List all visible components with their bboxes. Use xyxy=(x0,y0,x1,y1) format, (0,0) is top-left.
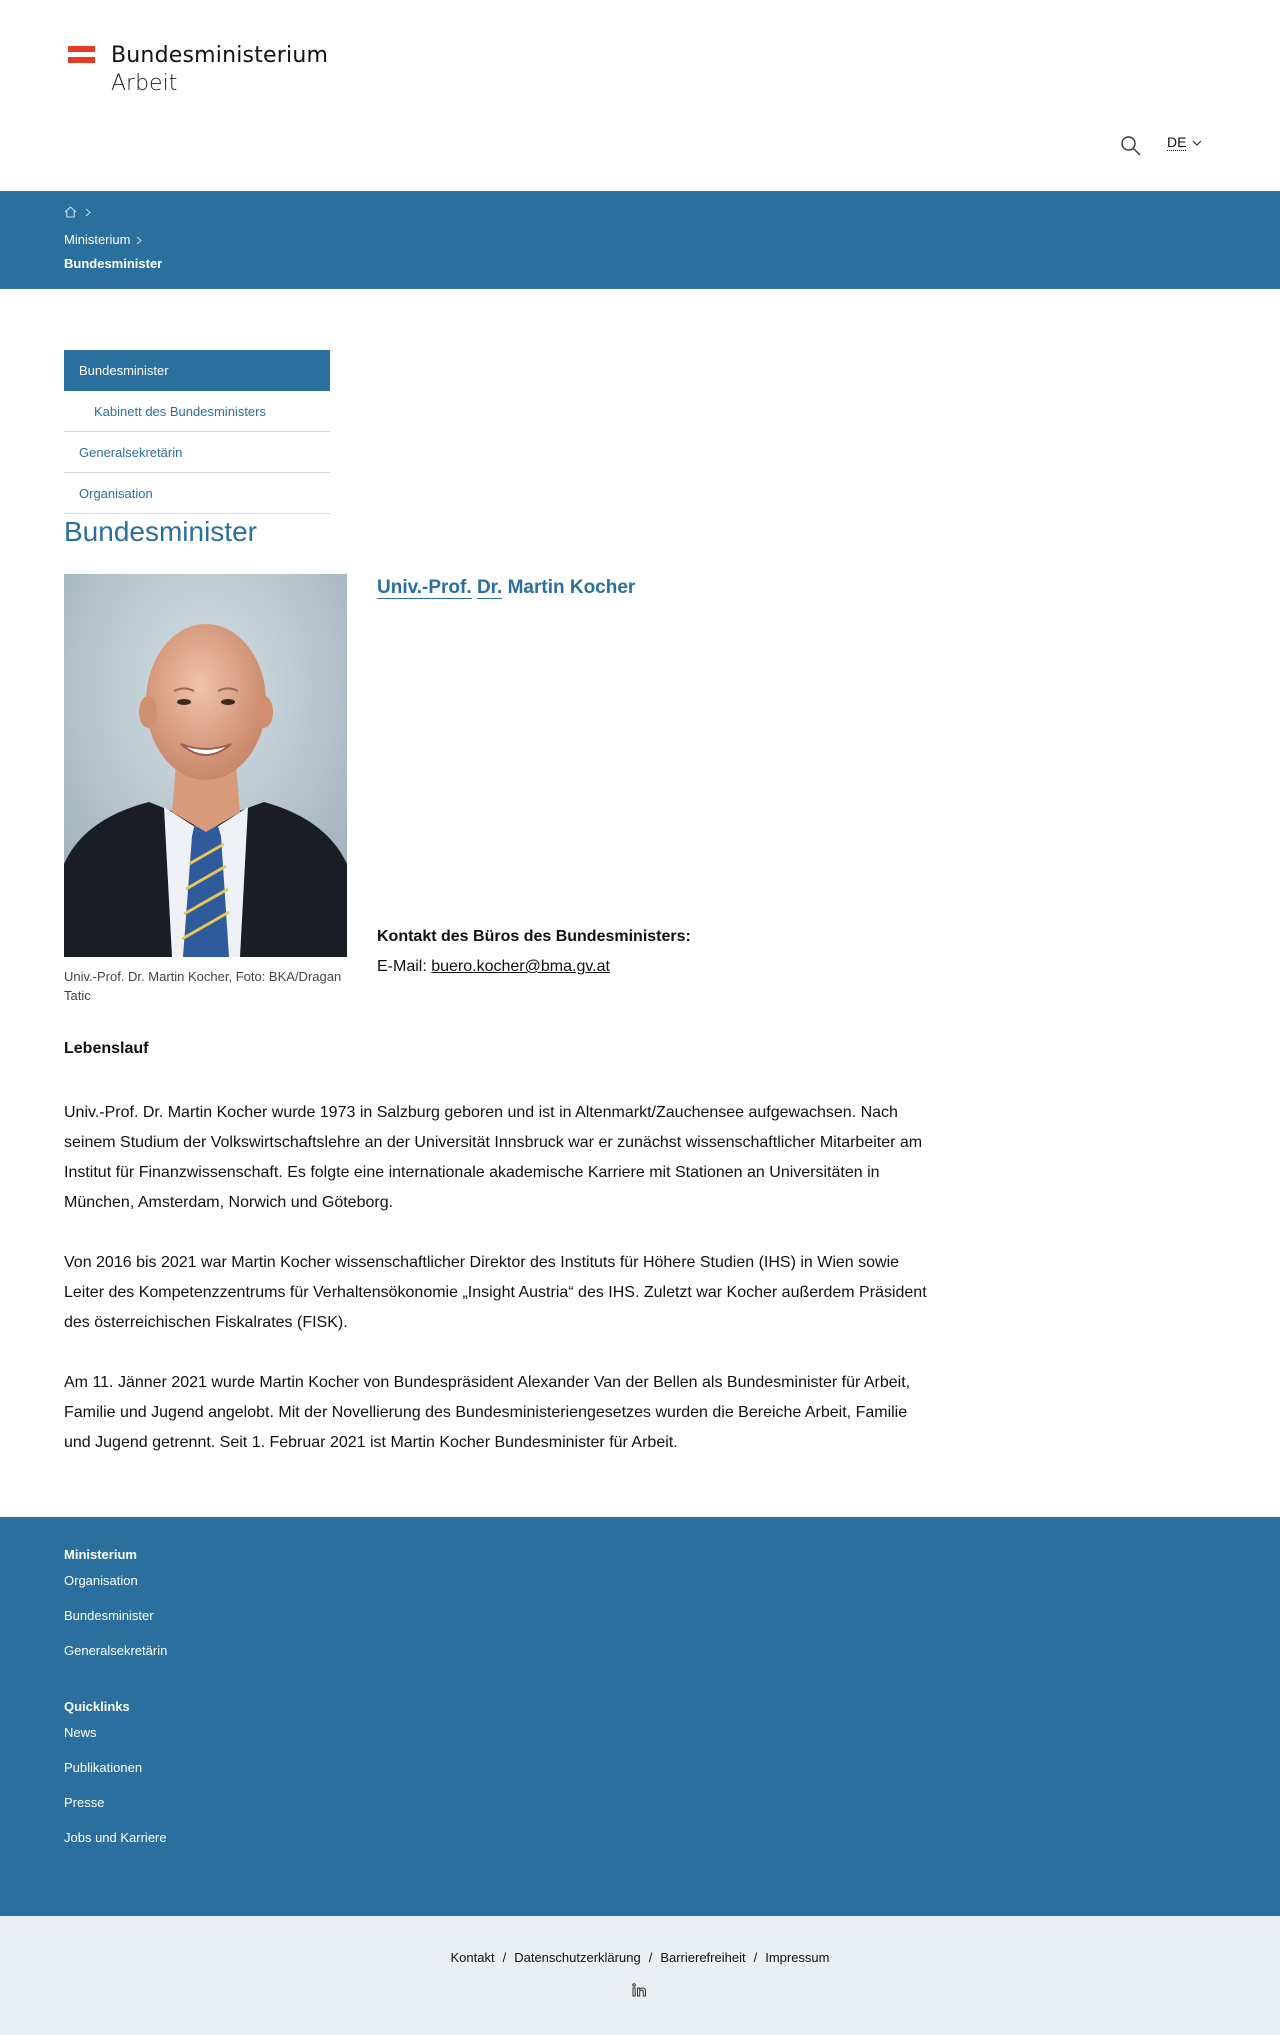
legal-link-barrierefreiheit[interactable]: Barrierefreiheit xyxy=(660,1950,746,1965)
logo-line-2: Arbeit xyxy=(111,71,178,96)
legal-link-impressum[interactable]: Impressum xyxy=(765,1950,830,1965)
home-icon[interactable] xyxy=(64,206,77,218)
footer-heading-quicklinks: Quicklinks xyxy=(64,1699,130,1714)
chevron-right-icon xyxy=(136,236,143,245)
minister-photo xyxy=(64,574,347,957)
site-logo[interactable] xyxy=(68,42,328,98)
cv-paragraph: Am 11. Jänner 2021 wurde Martin Kocher von Bundespräsident Alexander Van der Bellen als Bundesminister für Arbeit, Familie und Jugend angelobt. Mit der Novellierung des Bundesministeriengesetzes wurden die Bereiche Arbeit, Familie und Jugend getrennt. Seit 1. Februar 2021 ist Martin Kocher Bundesminister für Arbeit. xyxy=(64,1374,911,1451)
breadcrumb xyxy=(0,191,1280,289)
footer-link-organisation[interactable]: Organisation xyxy=(64,1573,138,1588)
legal-link-kontakt[interactable]: Kontakt xyxy=(450,1950,495,1965)
chevron-right-icon xyxy=(85,208,92,217)
title-abbreviation-prof: Univ.-Prof. xyxy=(377,577,472,598)
side-navigation xyxy=(64,350,330,514)
footer-link-jobs[interactable]: Jobs und Karriere xyxy=(64,1830,167,1845)
contact-label: Kontakt des Büros des Bundesministers: xyxy=(377,928,691,945)
footer-link-publikationen[interactable]: Publikationen xyxy=(64,1760,143,1775)
chevron-down-icon xyxy=(1192,138,1202,148)
cv-paragraph: Univ.-Prof. Dr. Martin Kocher wurde 1973 in Salzburg geboren und ist in Altenmarkt/Zauchensee aufgewachsen. Nach seinem Studium der Volkswirtschaftslehre an der Universität Innsbruck war er zunächst wissenschaftlicher Mitarbeiter am Institut für Finanzwissenschaft. Es folgte eine internationale akademische Karriere mit Stationen an Universitäten in München, Amsterdam, Norwich und Göteborg. xyxy=(64,1104,923,1211)
email-label: E-Mail: xyxy=(377,958,427,975)
footer-link-presse[interactable]: Presse xyxy=(64,1795,105,1810)
sidenav-item-bundesminister[interactable]: Bundesminister xyxy=(64,350,330,391)
minister-name xyxy=(377,577,635,599)
portrait-image xyxy=(64,574,347,957)
page-title: Bundesminister xyxy=(64,516,257,547)
cv-heading: Lebenslauf xyxy=(64,1040,149,1057)
legal-links: Kontakt / Datenschutzerklärung / Barrierefreiheit / Impressum xyxy=(450,1950,830,1965)
search-icon[interactable] xyxy=(1120,135,1142,157)
footer-link-bundesminister[interactable]: Bundesminister xyxy=(64,1608,154,1623)
linkedin-icon[interactable] xyxy=(632,1982,648,1998)
legal-link-datenschutz[interactable]: Datenschutzerklärung xyxy=(514,1950,641,1965)
sidenav-item-generalsekretaerin[interactable]: Generalsekretärin xyxy=(64,432,330,473)
cv-paragraph: Von 2016 bis 2021 war Martin Kocher wissenschaftlicher Direktor des Instituts für Höhere Studien (IHS) in Wien sowie Leiter des Kompetenzzentrums für Verhaltensökonomie „Insight Austria“ des IHS. Zuletzt war Kocher außerdem Präsident des österreichischen Fiskalrates (FISK). xyxy=(64,1254,927,1331)
sidenav-item-organisation[interactable]: Organisation xyxy=(64,473,330,514)
footer-heading-ministerium: Ministerium xyxy=(64,1547,137,1562)
site-footer xyxy=(0,1517,1280,1916)
language-selector[interactable] xyxy=(1167,134,1202,151)
breadcrumb-item-ministerium[interactable]: Ministerium xyxy=(64,231,143,249)
email-link[interactable]: buero.kocher@bma.gv.at xyxy=(431,958,610,975)
minister-name-text: Martin Kocher xyxy=(507,577,636,598)
logo-line-1: Bundesministerium xyxy=(111,43,329,68)
photo-caption: Univ.-Prof. Dr. Martin Kocher, Foto: BKA/Dragan Tatic xyxy=(64,969,342,1003)
breadcrumb-home[interactable] xyxy=(64,206,92,218)
footer-link-generalsekretaerin[interactable]: Generalsekretärin xyxy=(64,1643,168,1658)
breadcrumb-current: Bundesminister xyxy=(64,256,163,271)
title-abbreviation-dr: Dr. xyxy=(476,577,503,598)
austria-flag-icon xyxy=(68,46,95,63)
footer-link-news[interactable]: News xyxy=(64,1725,97,1740)
site-header xyxy=(0,0,1280,191)
language-code: DE xyxy=(1167,134,1187,150)
sidenav-item-kabinett[interactable]: Kabinett des Bundesministers xyxy=(64,391,330,432)
contact-block xyxy=(377,922,691,982)
sub-footer xyxy=(0,1916,1280,2035)
